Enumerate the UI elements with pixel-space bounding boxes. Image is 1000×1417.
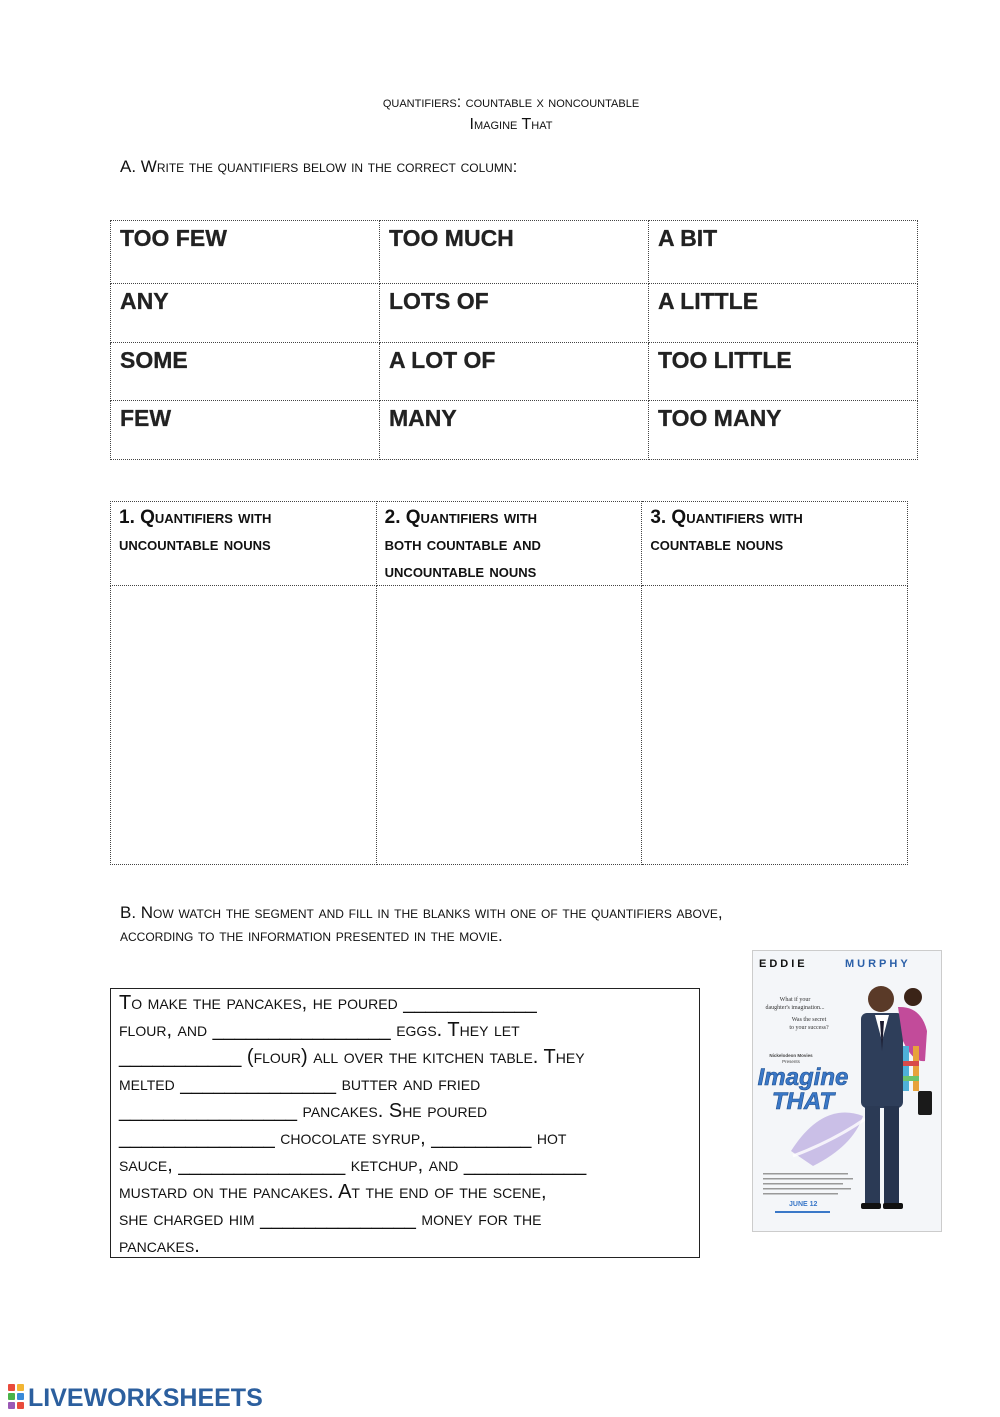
header-line: 3. Quantifiers with — [650, 507, 803, 528]
column-header-countable — [642, 502, 908, 586]
sorting-table — [110, 501, 908, 865]
worksheet-title: quantifiers: countable x noncountable — [382, 94, 640, 111]
story-line[interactable]: ________________ pancakes. She poured — [119, 1100, 488, 1122]
section-b-instruction: B. Now watch the segment and fill in the blanks with one of the quantifiers above, — [120, 903, 723, 922]
story-line[interactable]: pancakes. — [119, 1235, 200, 1257]
table-row — [111, 401, 918, 460]
story-line[interactable]: To make the pancakes, he poured ____________ — [119, 992, 537, 1014]
worksheet-subtitle: Imagine That — [469, 116, 553, 133]
column-header-uncountable — [111, 502, 377, 586]
header-line: countable nouns — [650, 534, 784, 555]
word-cell: TOO MANY — [649, 401, 918, 460]
word-cell: A BIT — [649, 221, 918, 284]
table-row — [111, 343, 918, 401]
quantifier-word-table — [110, 220, 918, 460]
story-line[interactable]: she charged him ______________ money for the — [119, 1208, 542, 1230]
poster-tagline: Was the secret — [791, 1017, 827, 1023]
word-cell: MANY — [380, 401, 649, 460]
section-a-instruction: A. Write the quantifiers below in the correct column: — [120, 157, 518, 176]
answer-row — [111, 586, 908, 865]
poster-studio: Nickelodeon Movies — [769, 1053, 813, 1058]
story-line[interactable]: flour, and ________________ eggs. They let — [119, 1019, 520, 1041]
header-line: uncountable nouns — [119, 534, 271, 555]
poster-tagline: to your success? — [789, 1025, 829, 1031]
story-line[interactable]: ______________ chocolate syrup, _________ hot — [119, 1127, 567, 1149]
word-cell: LOTS OF — [380, 284, 649, 343]
word-cell: TOO LITTLE — [649, 343, 918, 401]
word-cell: FEW — [111, 401, 380, 460]
liveworksheets-logo-art — [8, 1380, 298, 1412]
answer-area-countable[interactable] — [642, 586, 908, 865]
liveworksheets-logo — [8, 1380, 298, 1417]
logo-grid-icon — [8, 1384, 24, 1409]
table-row — [111, 284, 918, 343]
section-b-instruction-cont: according to the information presented in the movie. — [120, 926, 503, 945]
word-cell: A LITTLE — [649, 284, 918, 343]
story-line[interactable]: melted ______________ butter and fried — [119, 1073, 481, 1095]
poster-tagline: What if your — [779, 997, 811, 1003]
column-header-both — [376, 502, 642, 586]
table-row — [111, 221, 918, 284]
header-line: uncountable nouns — [384, 561, 537, 582]
word-cell: TOO FEW — [111, 221, 380, 284]
poster-title: THAT — [771, 1088, 835, 1115]
answer-area-uncountable[interactable] — [111, 586, 377, 865]
movie-poster — [752, 950, 942, 1232]
movie-poster-art — [753, 951, 941, 1231]
logo-text: LIVEWORKSHEETS — [28, 1384, 263, 1412]
poster-actor-first: EDDIE — [759, 958, 808, 970]
story-line[interactable]: mustard on the pancakes. At the end of the scene, — [119, 1181, 547, 1203]
header-line: both countable and — [384, 534, 541, 555]
word-cell: A LOT OF — [380, 343, 649, 401]
word-cell: TOO MUCH — [380, 221, 649, 284]
word-cell: SOME — [111, 343, 380, 401]
answer-area-both[interactable] — [376, 586, 642, 865]
poster-release-date: JUNE 12 — [789, 1201, 818, 1208]
word-cell: ANY — [111, 284, 380, 343]
poster-title: Imagine — [757, 1064, 849, 1091]
header-line: 1. Quantifiers with — [119, 507, 272, 528]
poster-studio: Presents — [782, 1059, 800, 1064]
story-line[interactable]: ___________ (flour) all over the kitchen table. They — [119, 1046, 585, 1068]
poster-tagline: daughter's imagination... — [765, 1005, 825, 1011]
story-line[interactable]: sauce, _______________ ketchup, and ___________ — [119, 1154, 587, 1176]
table-header-row — [111, 502, 908, 586]
poster-actor-last: MURPHY — [845, 958, 911, 970]
fill-in-story-box — [110, 988, 700, 1258]
header-line: 2. Quantifiers with — [384, 507, 538, 528]
